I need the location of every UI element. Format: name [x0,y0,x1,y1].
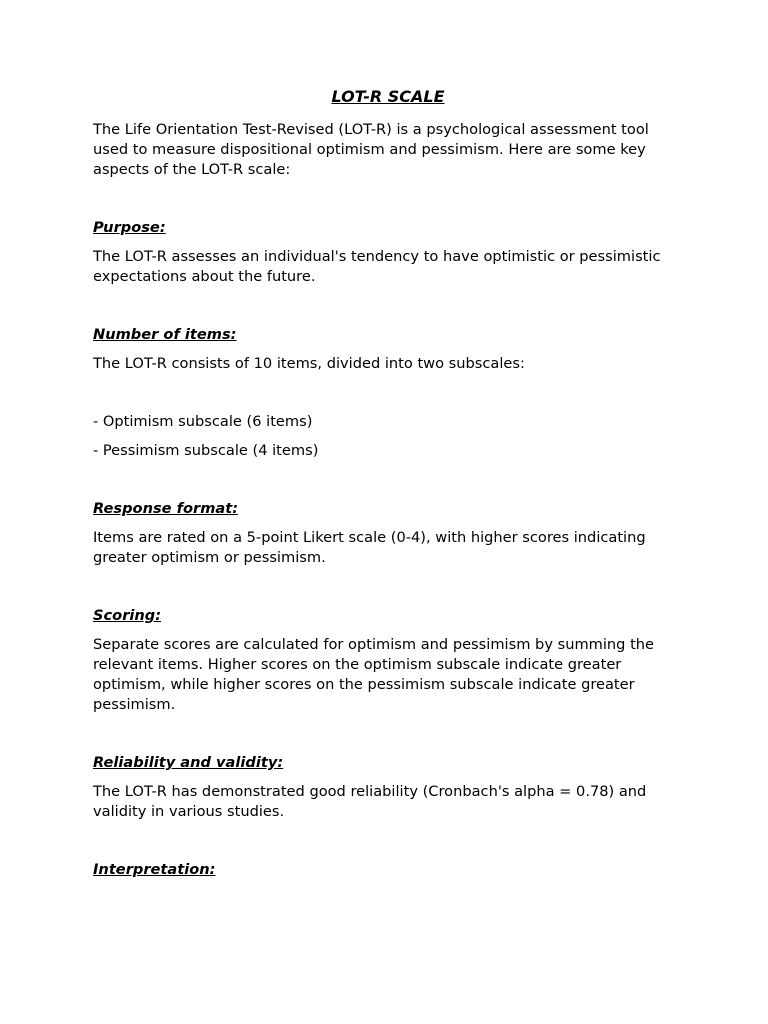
document-body [93,86,683,880]
list-item-pessimism: - Pessimism subscale (4 items) [93,442,319,459]
section-text-scoring: Separate scores are calculated for optimism and pessimism by summing the relevant items. Higher scores on the optimism subscale indicate greater optimism, while higher scores on the pessimism subscale indicate greater pessimism. [93,636,655,713]
section-text-number-of-items: The LOT-R consists of 10 items, divided into two subscales: [93,355,525,372]
section-heading-interpretation: Interpretation: [93,861,216,878]
section-heading-number-of-items: Number of items: [93,326,237,343]
list-item-optimism: - Optimism subscale (6 items) [93,413,313,430]
section-number-of-items [93,325,683,461]
document-title: LOT-R SCALE [331,87,445,106]
intro-paragraph: The Life Orientation Test-Revised (LOT-R) is a psychological assessment tool used to measure dispositional optimism and pessimism. Here are some key aspects of the LOT-R scale: [93,121,649,178]
subscale-list [93,412,683,461]
section-response-format [93,499,683,568]
section-purpose [93,218,683,287]
section-text-purpose: The LOT-R assesses an individual's tendency to have optimistic or pessimistic expectations about the future. [93,248,661,285]
section-reliability-and-validity [93,753,683,822]
section-text-reliability-and-validity: The LOT-R has demonstrated good reliability (Cronbach's alpha = 0.78) and validity in various studies. [93,783,647,820]
section-interpretation [93,860,683,880]
section-heading-purpose: Purpose: [93,219,166,236]
section-text-response-format: Items are rated on a 5-point Likert scale (0-4), with higher scores indicating greater optimism or pessimism. [93,529,646,566]
section-heading-reliability-and-validity: Reliability and validity: [93,754,284,771]
section-scoring [93,606,683,715]
section-heading-response-format: Response format: [93,500,239,517]
section-heading-scoring: Scoring: [93,607,162,624]
